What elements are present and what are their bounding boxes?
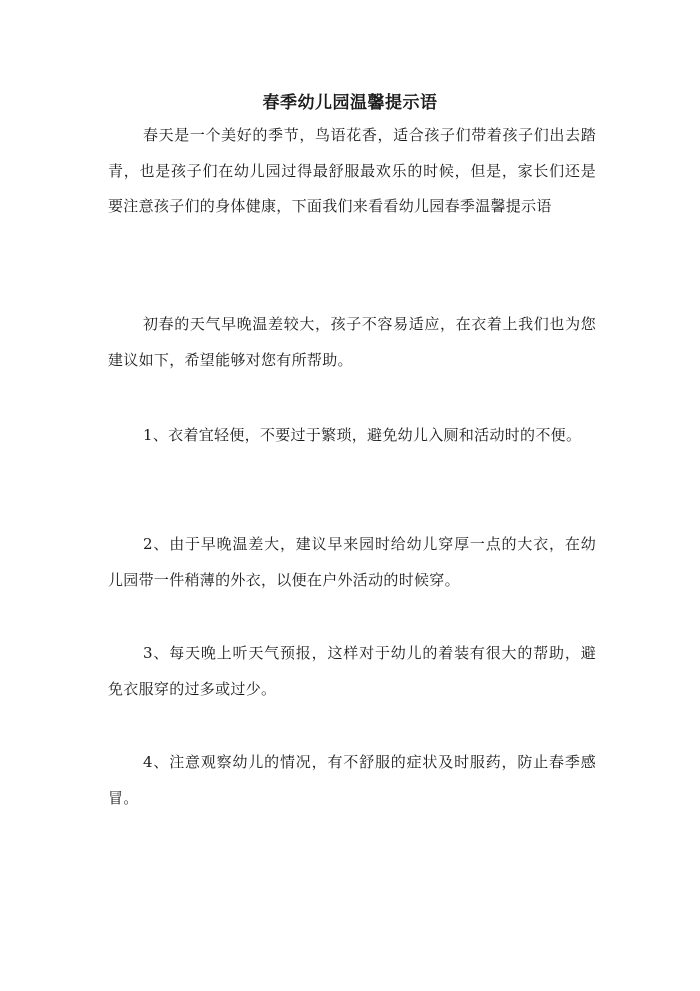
tip-paragraph-3: 3、每天晚上听天气预报，这样对于幼儿的着装有很大的帮助，避免衣服穿的过多或过少。	[108, 644, 596, 698]
intro-paragraph: 春天是一个美好的季节，鸟语花香，适合孩子们带着孩子们出去踏青，也是孩子们在幼儿园过得最舒服最欢乐的时候，但是，家长们还是要注意孩子们的身体健康，下面我们来看看幼儿园春季温馨提示语	[108, 126, 596, 215]
document-title: 春季幼儿园温馨提示语	[262, 93, 438, 113]
tip-paragraph-4: 4、注意观察幼儿的情况，有不舒服的症状及时服药，防止春季感冒。	[108, 753, 596, 807]
tip-paragraph-1: 1、衣着宜轻便，不要过于繁琐，避免幼儿入厕和活动时的不便。	[143, 426, 582, 444]
lead-paragraph: 初春的天气早晚温差较大，孩子不容易适应，在衣着上我们也为您建议如下，希望能够对您有所帮助。	[108, 315, 596, 369]
tip-paragraph-2: 2、由于早晚温差大，建议早来园时给幼儿穿厚一点的大衣，在幼儿园带一件稍薄的外衣，以便在户外活动的时候穿。	[108, 535, 596, 589]
